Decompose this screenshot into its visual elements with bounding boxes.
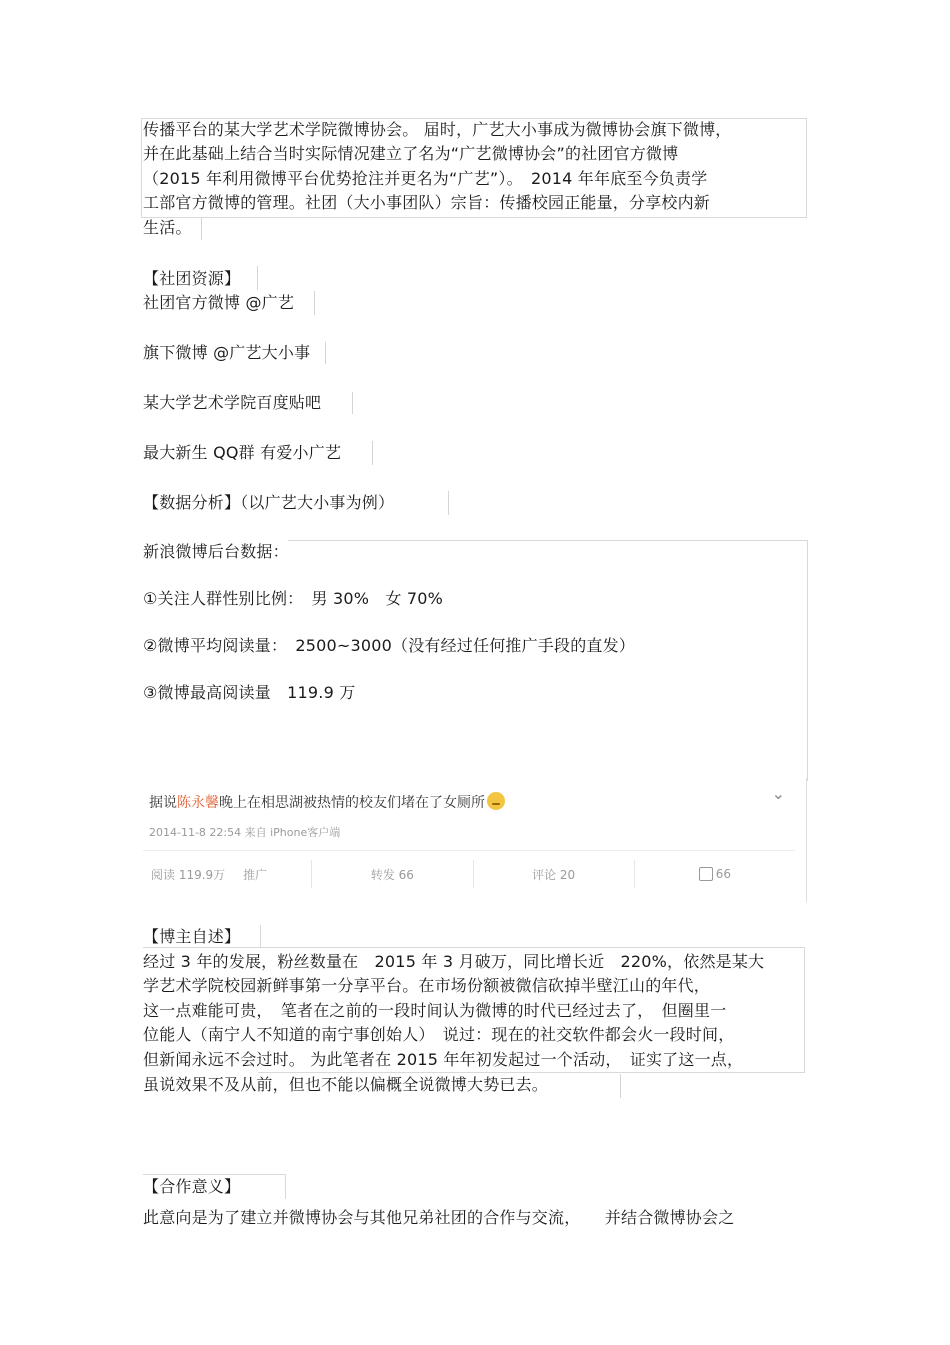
comment-stat: 评论 20 [474,860,635,888]
blogger-line: 位能人（南宁人不知道的南宁事创始人） 说过：现在的社交软件都会火一段时间， [143,1025,735,1044]
blogger-line: 这一点难能可贵， 笔者在之前的一段时间认为微博的时代已经过去了， 但圈里一 [143,1001,727,1020]
like-count: 66 [715,867,732,881]
blogger-heading: 【博主自述】 [143,927,241,946]
resource-item: 旗下微博 @广艺大小事 [143,343,311,362]
intro-line: 工部官方微博的管理。社团（大小事团队）宗旨：传播校园正能量，分享校内新 [143,193,711,212]
weibo-actions [143,854,795,894]
weibo-post-meta: 2014-11-8 22:54 来自 iPhone客户端 [149,826,341,839]
intro-line: 并在此基础上结合当时实际情况建立了名为“广艺微博协会”的社团官方微博 [143,144,679,163]
intro-line: 生活。 [143,218,192,237]
resource-item: 社团官方微博 @广艺 [143,293,295,312]
blogger-line: 虽说效果不及从前，但也不能以偏概全说微博大势已去。 [143,1075,549,1094]
weibo-text-suffix: 晚上在相思湖被热情的校友们堵在了女厕所 [219,795,485,811]
divider-mark [448,491,449,515]
intro-line: 传播平台的某大学艺术学院微博协会。 届时，广艺大小事成为微博协会旗下微博， [143,120,732,139]
intro-line: （2015 年利用微博平台优势抢注并更名为“广艺”）。 2014 年年底至今负责学 [143,169,708,188]
analysis-heading: 【数据分析】（以广艺大小事为例） [143,493,395,512]
analysis-frame [288,540,808,781]
weibo-post-screenshot [143,778,807,902]
blogger-line: 经过 3 年的发展，粉丝数量在 2015 年 3 月破万，同比增长近 220%，依然是某大 [143,952,765,971]
read-count: 阅读 119.9万 [151,867,226,882]
thumbs-up-icon [699,867,713,881]
resources-heading: 【社团资源】 [143,269,241,288]
analysis-line: ①关注人群性别比例： 男 30% 女 70% [143,589,444,608]
analysis-line: 新浪微博后台数据： [143,542,289,561]
resource-item: 某大学艺术学院百度贴吧 [143,393,322,412]
resource-item: 最大新生 QQ群 有爱小广艺 [143,443,342,462]
weibo-mention: 陈永馨 [177,795,219,811]
weibo-post-text [149,792,505,812]
chevron-down-icon: ⌄ [771,784,785,803]
divider-mark [314,291,315,315]
divider-mark [372,441,373,465]
divider-mark [352,392,353,414]
weibo-divider [143,850,795,851]
cooperation-line: 此意向是为了建立并微博协会与其他兄弟社团的合作与交流， 并结合微博协会之 [143,1208,735,1227]
divider-mark [201,218,202,240]
weibo-edge [806,778,807,902]
blogger-line: 但新闻永远不会过时。 为此笔者在 2015 年年初发起过一个活动， 证实了这一点， [143,1050,744,1069]
promote-label: 推广 [243,867,268,882]
repost-stat: 转发 66 [312,860,473,888]
emoji-icon [487,792,505,810]
divider-mark [620,1074,621,1098]
analysis-line: ②微博平均阅读量： 2500~3000（没有经过任何推广手段的直发） [143,636,635,655]
like-stat [635,860,795,888]
cooperation-heading: 【合作意义】 [143,1177,241,1196]
weibo-text-prefix: 据说 [149,795,177,811]
divider-mark [257,266,258,290]
weibo-read-stat [143,860,312,888]
divider-mark [325,342,326,364]
analysis-line: ③微博最高阅读量 119.9 万 [143,683,356,702]
blogger-line: 学艺术学院校园新鲜事第一分享平台。在市场份额被微信砍掉半壁江山的年代， [143,976,711,995]
